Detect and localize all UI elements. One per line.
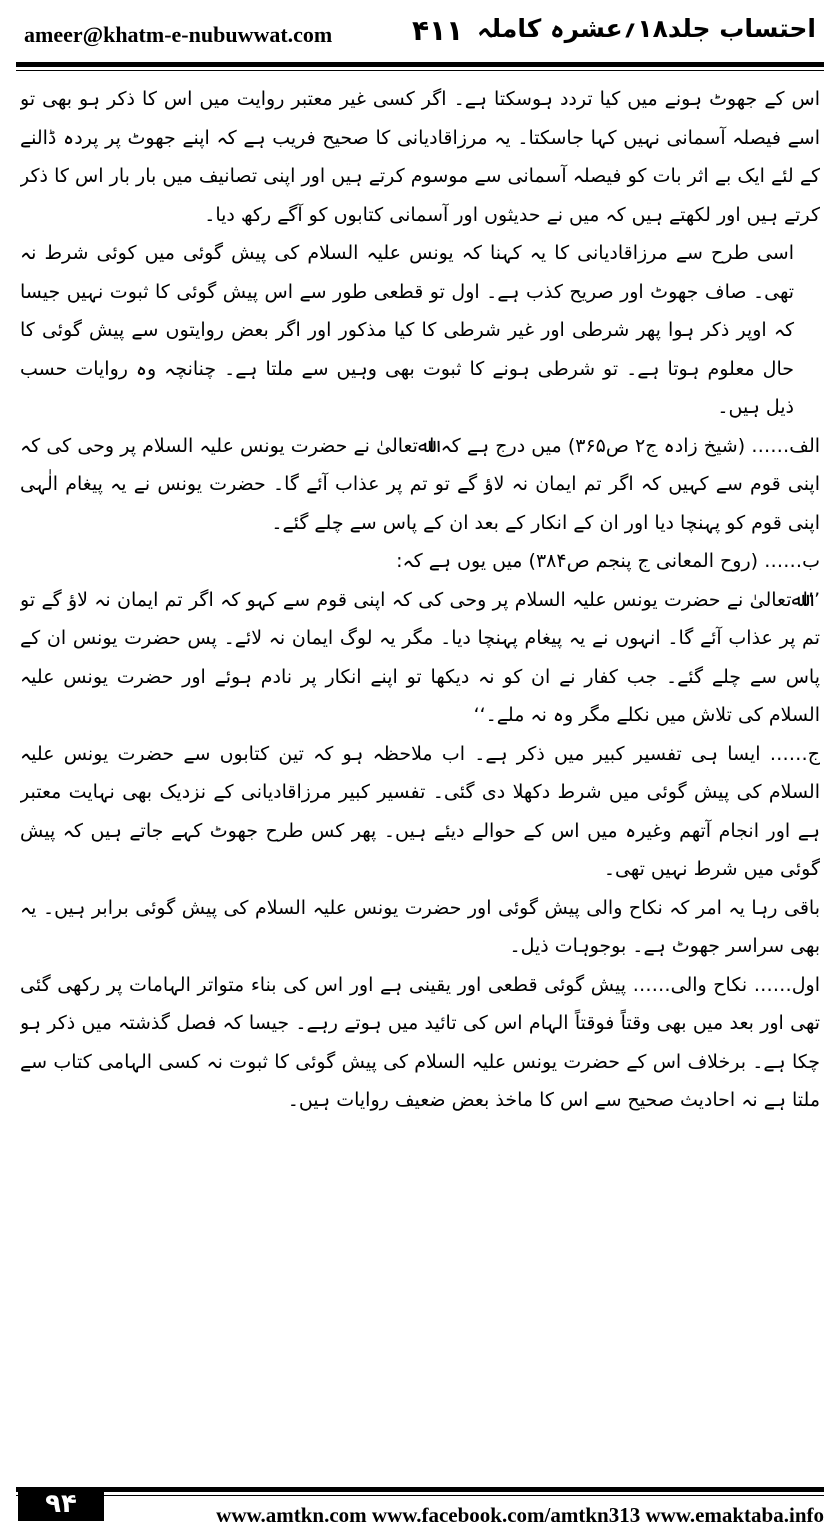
page-body	[20, 80, 820, 1460]
paragraph: باقی رہا یہ امر کہ نکاح والی پیش گوئی اور حضرت یونس علیہ السلام کی پیش گوئی برابر ہیں۔ یہ بھی سراسر جھوٹ ہے۔ بوجوہات ذیل۔	[20, 896, 820, 957]
footer-rule	[16, 1487, 824, 1492]
page-footer	[16, 1487, 824, 1533]
header-email: ameer@khatm-e-nubuwwat.com	[24, 22, 333, 47]
paragraph-awwal: اول…… نکاح والی…… پیش گوئی قطعی اور یقینی ہے اور اس کی بناء متواتر الہامات پر رکھی گئی تھی اور بعد میں بھی وقتاً فوقتاً الہام اس کی تائید میں ہوتے رہے۔ جیسا کہ فصل گذشتہ میں ذکر ہو چکا ہے۔ برخلاف اس کے حضرت یونس علیہ السلام کی پیش گوئی کا ثبوت نہ کسی الہامی کتاب سے ملتا ہے نہ احادیث صحیح سے اس کا ماخذ بعض ضعیف روایات ہیں۔	[20, 973, 820, 1111]
header-rule-thin	[16, 70, 824, 71]
footer-page-number: ۹۴	[18, 1487, 104, 1521]
paragraph-be: ب…… (روح المعانی ج پنجم ص۳۸۴) میں یوں ہے کہ:	[396, 550, 820, 572]
paragraph: اس کے جھوٹ ہونے میں کیا تردد ہوسکتا ہے۔ اگر کسی غیر معتبر روایت میں اس کا ذکر ہو بھی تو اسے فیصلہ آسمانی نہیں کہا جاسکتا۔ یہ مرزاقادیانی کا صحیح فریب ہے کہ اپنے جھوٹ پر پردہ ڈالنے کے لئے ایک بے اثر بات کو فیصلہ آسمانی سے موسوم کرتے ہیں اور اپنی تصانیف میں بار بار اس کا ذکر کرتے ہیں اور لکھتے ہیں کہ میں نے حدیثوں اور آسمانی کتابوں کو آگے رکھ دیا۔	[20, 88, 820, 226]
footer-rule-thin	[16, 1495, 824, 1496]
footer-links: www.amtkn.com www.facebook.com/amtkn313 www.emaktaba.info	[216, 1503, 824, 1527]
paragraph-jeem: ج…… ایسا ہی تفسیر کبیر میں ذکر ہے۔ اب ملاحظہ ہو کہ تین کتابوں سے حضرت یونس علیہ السلام کی پیش گوئی میں شرط دکھلا دی گئی۔ تفسیر کبیر مرزاقادیانی کے نزدیک بھی نہایت معتبر ہے اور انجام آتھم وغیرہ میں اس کے حوالے دیئے ہیں۔ پھر کس طرح جھوٹ کہے جاتے ہیں کہ پیش گوئی میں شرط نہیں تھی۔	[20, 742, 820, 880]
page-header	[16, 0, 824, 64]
header-rule	[16, 62, 824, 67]
paragraph-alif: الف…… (شیخ زادہ ج۲ ص۳۶۵) میں درج ہے کہ اﷲتعالیٰ نے حضرت یونس علیہ السلام پر وحی کی کہ اپنی قوم سے کہیں کہ اگر تم ایمان نہ لاؤ گے تو تم پر عذاب آئے گا۔ حضرت یونس نے یہ پیغام الٰہی اپنی قوم کو پہنچا دیا اور ان کے انکار کے بعد ان کے پاس سے چلے گئے۔	[20, 434, 820, 534]
quote-paragraph: ’’اﷲتعالیٰ نے حضرت یونس علیہ السلام پر وحی کی کہ اپنی قوم سے کہو کہ اگر تم ایمان نہ لاؤ گے تو تم پر عذاب آئے گا۔ انہوں نے یہ پیغام پہنچا دیا۔ مگر یہ لوگ ایمان نہ لائے۔ پس حضرت یونس ان کے پاس سے چلے گئے۔ جب کفار نے ان کو نہ دیکھا تو اپنے انکار پر نادم ہوئے اور حضرت یونس علیہ السلام کی تلاش میں نکلے مگر وہ نہ ملے۔‘‘	[20, 588, 820, 726]
paragraph: اسی طرح سے مرزاقادیانی کا یہ کہنا کہ یونس علیہ السلام کی پیش گوئی میں کوئی شرط نہ تھی۔ صاف جھوٹ اور صریح کذب ہے۔ اول تو قطعی طور سے اس پیش گوئی کا ثبوت نہیں جیسا کہ اوپر ذکر ہوا پھر شرطی اور غیر شرطی کا کیا مذکور اور اگر بعض روایتوں سے پیش گوئی کا حال معلوم ہوتا ہے۔ تو شرطی ہونے کا ثبوت بھی وہیں سے ملتا ہے۔ چنانچہ وہ روایات حسب ذیل ہیں۔	[20, 242, 794, 418]
header-book-title: احتساب جلد۱۸؍عشرہ کاملہ	[477, 14, 816, 43]
header-page-number: ۴۱۱	[412, 14, 464, 47]
